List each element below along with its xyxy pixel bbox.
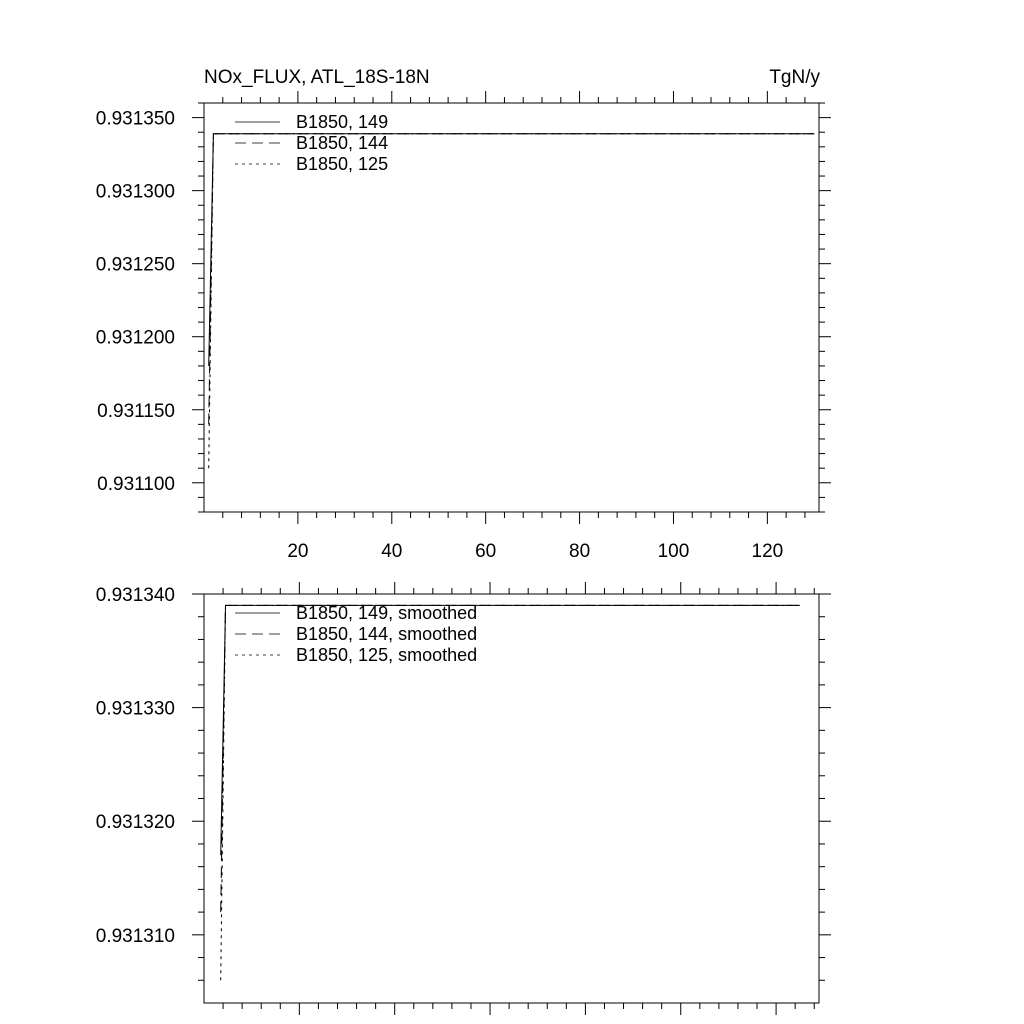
units-label: TgN/y	[769, 67, 820, 88]
y-tick-label: 0.931150	[97, 400, 175, 422]
bottom-plot-panel	[96, 582, 831, 1015]
x-tick-label: 120	[751, 541, 784, 562]
legend-entry-label: B1850, 149, smoothed	[296, 603, 478, 623]
x-tick-label: 20	[287, 541, 309, 562]
y-tick-label: 0.931200	[95, 327, 175, 349]
top-plot-panel	[96, 91, 831, 562]
legend-entry-label: B1850, 144	[296, 133, 389, 153]
legend-entry-label: B1850, 144, smoothed	[296, 624, 478, 644]
x-tick-label: 80	[569, 541, 591, 562]
x-tick-label: 40	[381, 541, 403, 562]
x-tick-label: 100	[657, 541, 690, 562]
y-tick-label: 0.931350	[95, 108, 175, 130]
legend-entry-label: B1850, 125	[296, 154, 389, 174]
y-tick-label: 0.931330	[95, 698, 175, 720]
legend-entry-label: B1850, 125, smoothed	[296, 645, 478, 665]
legend-entry-label: B1850, 149	[296, 112, 389, 132]
y-tick-label: 0.931300	[95, 181, 175, 203]
y-tick-label: 0.931310	[95, 925, 175, 947]
y-tick-label: 0.931250	[95, 254, 175, 276]
y-tick-label: 0.931100	[97, 473, 175, 495]
y-tick-label: 0.931340	[95, 585, 175, 606]
series-line	[209, 134, 815, 469]
chart-title: NOx_FLUX, ATL_18S-18N	[204, 67, 430, 88]
x-tick-label: 60	[475, 541, 497, 562]
y-tick-label: 0.931320	[95, 812, 175, 834]
series-line	[209, 134, 815, 425]
